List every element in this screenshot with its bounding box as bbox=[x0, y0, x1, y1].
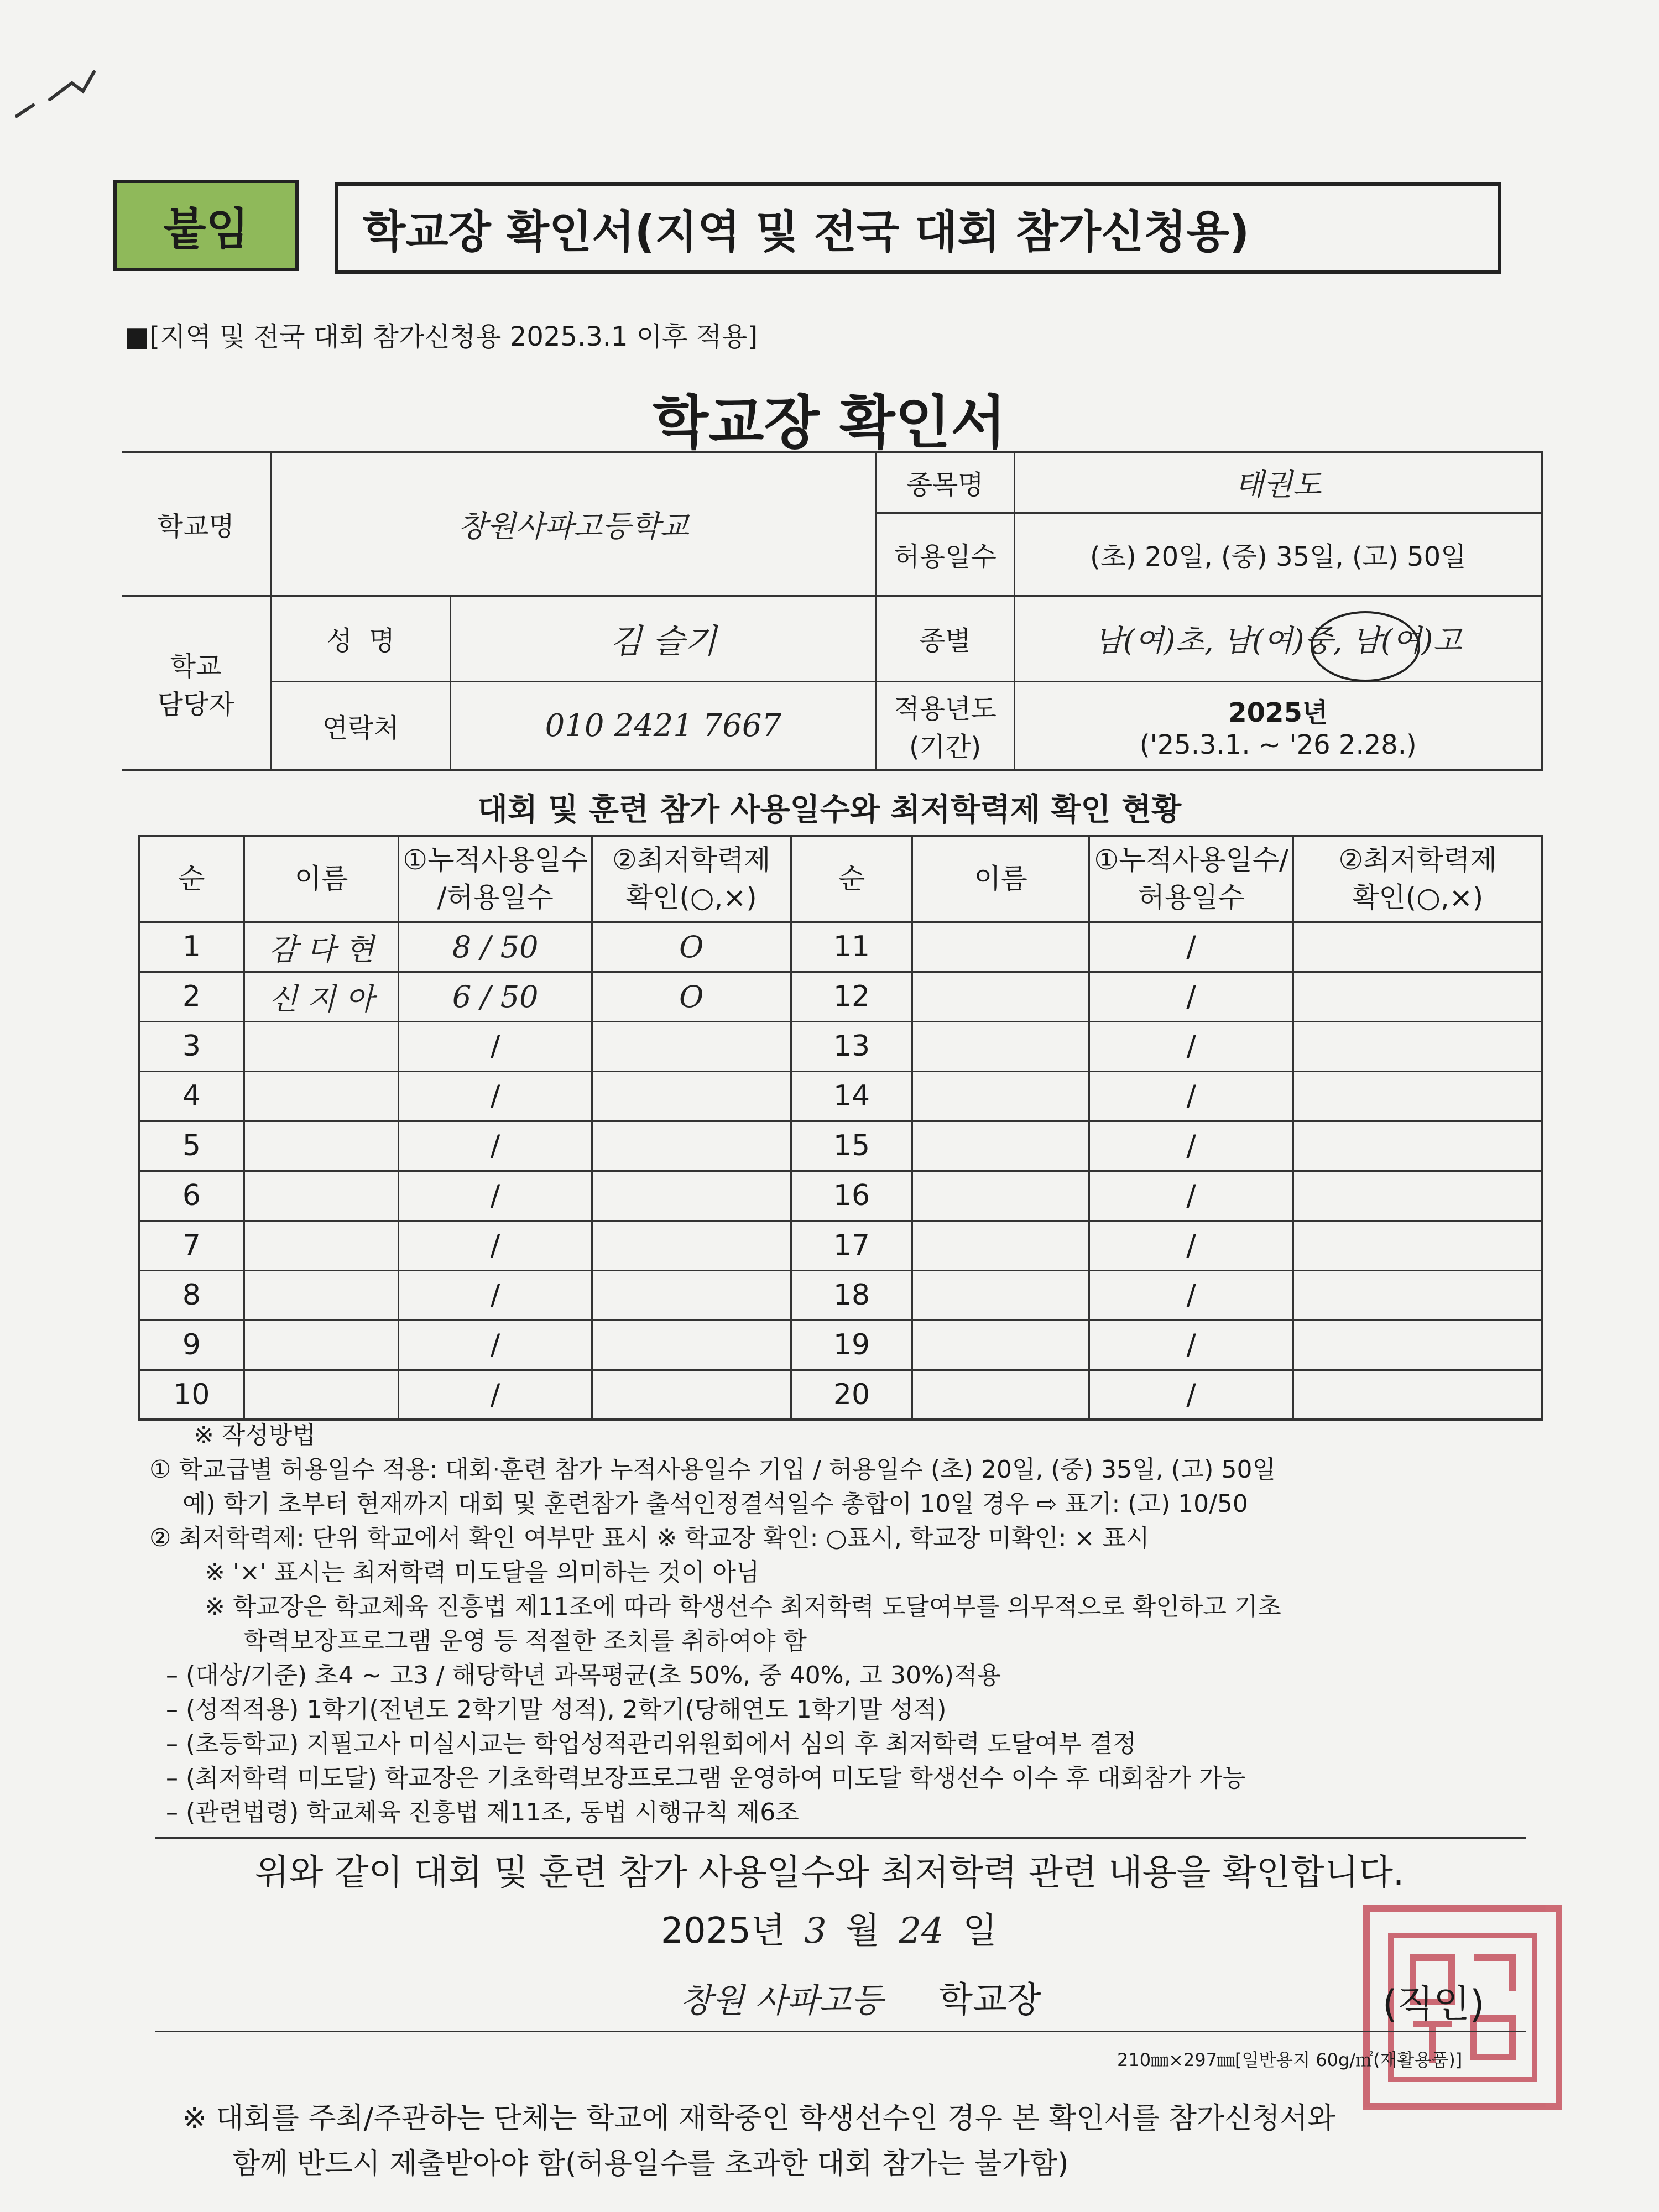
min-academic-check[interactable] bbox=[592, 1021, 791, 1071]
cumulative-days[interactable]: / bbox=[399, 1370, 592, 1420]
category-label: 종별 bbox=[876, 596, 1014, 681]
cumulative-days-header: ①누적사용일수 /허용일수 bbox=[399, 836, 592, 922]
cumulative-days[interactable]: 6 / 50 bbox=[399, 972, 592, 1021]
seq-header: 순 bbox=[139, 836, 244, 922]
min-academic-check[interactable] bbox=[1293, 1220, 1542, 1270]
seq-header: 순 bbox=[791, 836, 912, 922]
student-name[interactable] bbox=[912, 972, 1089, 1021]
instruction-line: ② 최저학력제: 단위 학교에서 확인 여부만 표시 ※ 학교장 확인: ○표시, 학교장 미확인: × 표시 bbox=[149, 1524, 1150, 1552]
year-label: 적용년도 (기간) bbox=[876, 681, 1014, 770]
table-row bbox=[139, 1370, 1542, 1420]
table-row bbox=[139, 1171, 1542, 1220]
cumulative-days[interactable]: / bbox=[399, 1121, 592, 1171]
date-year: 2025년 bbox=[661, 1911, 785, 1952]
student-name[interactable] bbox=[244, 1021, 399, 1071]
date-month-unit: 월 bbox=[846, 1911, 880, 1952]
row-number: 2 bbox=[139, 972, 244, 1021]
header-title: 학교장 확인서(지역 및 전국 대회 참가신청용) bbox=[335, 182, 1501, 274]
min-academic-check[interactable] bbox=[592, 1270, 791, 1320]
min-academic-check[interactable] bbox=[1293, 1021, 1542, 1071]
min-academic-check[interactable] bbox=[592, 1071, 791, 1121]
min-academic-check[interactable]: O bbox=[592, 972, 791, 1021]
instructions-heading: ※ 작성방법 bbox=[194, 1421, 316, 1449]
row-number: 18 bbox=[791, 1270, 912, 1320]
row-number: 6 bbox=[139, 1171, 244, 1220]
min-academic-header: ②최저학력제 확인(○,×) bbox=[1293, 836, 1542, 922]
cumulative-days[interactable]: / bbox=[399, 1270, 592, 1320]
instruction-line: 예) 학기 초부터 현재까지 대회 및 훈련참가 출석인정결석일수 총합이 10일 경우 ⇨ 표기: (고) 10/50 bbox=[182, 1490, 1248, 1518]
cumulative-days[interactable]: / bbox=[1089, 1370, 1293, 1420]
min-academic-check[interactable] bbox=[592, 1171, 791, 1220]
name-header: 이름 bbox=[912, 836, 1089, 922]
cumulative-days[interactable]: / bbox=[1089, 1171, 1293, 1220]
date-month[interactable]: 3 bbox=[804, 1911, 827, 1952]
student-name[interactable] bbox=[912, 922, 1089, 972]
student-name[interactable] bbox=[244, 1370, 399, 1420]
sport-value[interactable]: 태권도 bbox=[1014, 452, 1542, 513]
cumulative-days[interactable]: / bbox=[1089, 1071, 1293, 1121]
row-number: 8 bbox=[139, 1270, 244, 1320]
student-name[interactable] bbox=[244, 1220, 399, 1270]
instruction-line: – (초등학교) 지필고사 미실시교는 학업성적관리위원회에서 심의 후 최저학력 도달여부 결정 bbox=[166, 1730, 1136, 1758]
instruction-line: – (성적적용) 1학기(전년도 2학기말 성적), 2학기(당해연도 1학기말 성적) bbox=[166, 1695, 947, 1724]
row-number: 12 bbox=[791, 972, 912, 1021]
allowed-days-label: 허용일수 bbox=[876, 513, 1014, 596]
row-number: 19 bbox=[791, 1320, 912, 1370]
row-number: 13 bbox=[791, 1021, 912, 1071]
min-academic-check[interactable] bbox=[1293, 1370, 1542, 1420]
row-number: 7 bbox=[139, 1220, 244, 1270]
contact-label: 연락처 bbox=[271, 681, 451, 770]
seal-label: (직인) bbox=[1383, 1983, 1485, 2026]
manager-name-value[interactable]: 김 슬기 bbox=[451, 596, 877, 681]
table-row bbox=[139, 1121, 1542, 1171]
student-name[interactable] bbox=[244, 1270, 399, 1320]
name-label: 성 명 bbox=[271, 596, 451, 681]
student-name[interactable] bbox=[912, 1021, 1089, 1071]
min-academic-header: ②최저학력제 확인(○,×) bbox=[592, 836, 791, 922]
student-name[interactable]: 감 다 현 bbox=[244, 922, 399, 972]
student-name[interactable] bbox=[244, 1071, 399, 1121]
category-value[interactable]: 남(여)초, 남(여)중, 남(여)고 bbox=[1014, 596, 1542, 681]
min-academic-check[interactable] bbox=[1293, 1270, 1542, 1320]
date-day[interactable]: 24 bbox=[899, 1911, 944, 1952]
name-header: 이름 bbox=[244, 836, 399, 922]
student-name[interactable]: 신 지 아 bbox=[244, 972, 399, 1021]
school-name-value[interactable]: 창원사파고등학교 bbox=[271, 452, 876, 596]
cumulative-days[interactable]: / bbox=[399, 1220, 592, 1270]
divider bbox=[155, 1837, 1526, 1839]
row-number: 16 bbox=[791, 1171, 912, 1220]
principal-label: 학교장 bbox=[938, 1980, 1041, 2021]
student-name[interactable] bbox=[912, 1270, 1089, 1320]
cumulative-days[interactable]: / bbox=[399, 1071, 592, 1121]
instructions-section bbox=[149, 1418, 1554, 1830]
student-name[interactable] bbox=[912, 1071, 1089, 1121]
row-number: 14 bbox=[791, 1071, 912, 1121]
student-name[interactable] bbox=[912, 1121, 1089, 1171]
table-row bbox=[139, 922, 1542, 972]
instruction-line: ① 학교급별 허용일수 적용: 대회·훈련 참가 누적사용일수 기입 / 허용일수 (초) 20일, (중) 35일, (고) 50일 bbox=[149, 1455, 1276, 1484]
divider bbox=[155, 2031, 1526, 2032]
cumulative-days[interactable]: / bbox=[1089, 1320, 1293, 1370]
year-value: 2025년 bbox=[1228, 697, 1328, 728]
instruction-line: 학력보장프로그램 운영 등 적절한 조치를 취하여야 함 bbox=[243, 1627, 807, 1655]
cumulative-days[interactable]: / bbox=[1089, 1121, 1293, 1171]
student-name[interactable] bbox=[244, 1320, 399, 1370]
min-academic-check[interactable] bbox=[1293, 1121, 1542, 1171]
table-row bbox=[139, 1071, 1542, 1121]
manager-label: 학교 담당자 bbox=[122, 596, 271, 770]
min-academic-check[interactable] bbox=[1293, 1071, 1542, 1121]
school-handwritten[interactable]: 창원 사파고등 bbox=[680, 1981, 883, 2020]
min-academic-check[interactable]: O bbox=[592, 922, 791, 972]
student-name[interactable] bbox=[912, 1171, 1089, 1220]
cumulative-days[interactable]: / bbox=[1089, 1021, 1293, 1071]
cumulative-days[interactable]: / bbox=[399, 1320, 592, 1370]
footer-note bbox=[182, 2096, 1335, 2187]
status-section-title: 대회 및 훈련 참가 사용일수와 최저학력제 확인 현황 bbox=[477, 792, 1182, 828]
instruction-line: – (최저학력 미도달) 학교장은 기초학력보장프로그램 운영하여 미도달 학생선수 이수 후 대회참가 가능 bbox=[166, 1764, 1246, 1792]
footer-line: 함께 반드시 제출받아야 함(허용일수를 초과한 대회 참가는 불가함) bbox=[232, 2147, 1069, 2180]
row-number: 15 bbox=[791, 1121, 912, 1171]
usage-status-table bbox=[138, 835, 1543, 1421]
student-name[interactable] bbox=[912, 1370, 1089, 1420]
student-name[interactable] bbox=[244, 1171, 399, 1220]
year-cell bbox=[1014, 681, 1542, 770]
row-number: 5 bbox=[139, 1121, 244, 1171]
row-number: 11 bbox=[791, 922, 912, 972]
period-value: ('25.3.1. ~ '26 2.28.) bbox=[1139, 729, 1417, 760]
paper-spec: 210㎜×297㎜[일반용지 60g/㎡(재활용품)] bbox=[1117, 2049, 1463, 2070]
row-number: 3 bbox=[139, 1021, 244, 1071]
min-academic-check[interactable] bbox=[1293, 972, 1542, 1021]
min-academic-check[interactable] bbox=[1293, 1171, 1542, 1220]
row-number: 10 bbox=[139, 1370, 244, 1420]
cumulative-days[interactable]: / bbox=[1089, 1270, 1293, 1320]
sport-label: 종목명 bbox=[876, 452, 1014, 513]
table-row bbox=[139, 1270, 1542, 1320]
instruction-line: ※ 학교장은 학교체육 진흥법 제11조에 따라 학생선수 최저학력 도달여부를 의무적으로 확인하고 기초 bbox=[205, 1593, 1281, 1621]
row-number: 17 bbox=[791, 1220, 912, 1270]
student-name[interactable] bbox=[912, 1320, 1089, 1370]
signature-line bbox=[680, 1971, 1041, 2022]
instruction-line: – (대상/기준) 초4 ~ 고3 / 해당학년 과목평균(초 50%, 중 40%, 고 30%)적용 bbox=[166, 1661, 1001, 1689]
attachment-badge: 붙임 bbox=[113, 180, 299, 271]
row-number: 4 bbox=[139, 1071, 244, 1121]
table-row bbox=[139, 972, 1542, 1021]
school-name-label: 학교명 bbox=[122, 452, 271, 596]
cumulative-days[interactable]: / bbox=[1089, 1220, 1293, 1270]
table-row bbox=[139, 1021, 1542, 1071]
min-academic-check[interactable] bbox=[592, 1220, 791, 1270]
row-number: 1 bbox=[139, 922, 244, 972]
student-name[interactable] bbox=[244, 1121, 399, 1171]
instruction-line: ※ '×' 표시는 최저학력 미도달을 의미하는 것이 아님 bbox=[205, 1558, 760, 1587]
min-academic-check[interactable] bbox=[1293, 922, 1542, 972]
cumulative-days[interactable]: / bbox=[1089, 972, 1293, 1021]
min-academic-check[interactable] bbox=[592, 1370, 791, 1420]
footer-line: ※ 대회를 주최/주관하는 단체는 학교에 재학중인 학생선수인 경우 본 확인서를 참가신청서와 bbox=[182, 2102, 1335, 2135]
min-academic-check[interactable] bbox=[592, 1121, 791, 1171]
cumulative-days[interactable]: 8 / 50 bbox=[399, 922, 592, 972]
document-title: 학교장 확인서 bbox=[653, 389, 1006, 456]
date-day-unit: 일 bbox=[963, 1911, 997, 1952]
min-academic-check[interactable] bbox=[592, 1320, 791, 1370]
row-number: 9 bbox=[139, 1320, 244, 1370]
student-name[interactable] bbox=[912, 1220, 1089, 1270]
table-row bbox=[139, 1320, 1542, 1370]
cumulative-days[interactable]: / bbox=[1089, 922, 1293, 972]
table-row bbox=[139, 1220, 1542, 1270]
instruction-line: – (관련법령) 학교체육 진흥법 제11조, 동법 시행규칙 제6조 bbox=[166, 1798, 799, 1827]
cumulative-days[interactable]: / bbox=[399, 1021, 592, 1071]
school-info-table bbox=[122, 451, 1543, 771]
allowed-days-value: (초) 20일, (중) 35일, (고) 50일 bbox=[1014, 513, 1542, 596]
contact-value[interactable]: 010 2421 7667 bbox=[451, 681, 877, 770]
min-academic-check[interactable] bbox=[1293, 1320, 1542, 1370]
application-note: ■[지역 및 전국 대회 참가신청용 2025.3.1 이후 적용] bbox=[124, 321, 758, 352]
confirmation-date bbox=[661, 1902, 997, 1953]
confirmation-statement: 위와 같이 대회 및 훈련 참가 사용일수와 최저학력 관련 내용을 확인합니다. bbox=[254, 1853, 1405, 1893]
handdrawn-circle-mark bbox=[1311, 611, 1420, 682]
cumulative-days-header: ①누적사용일수/ 허용일수 bbox=[1089, 836, 1293, 922]
pen-scribble-mark bbox=[11, 50, 122, 127]
row-number: 20 bbox=[791, 1370, 912, 1420]
cumulative-days[interactable]: / bbox=[399, 1171, 592, 1220]
